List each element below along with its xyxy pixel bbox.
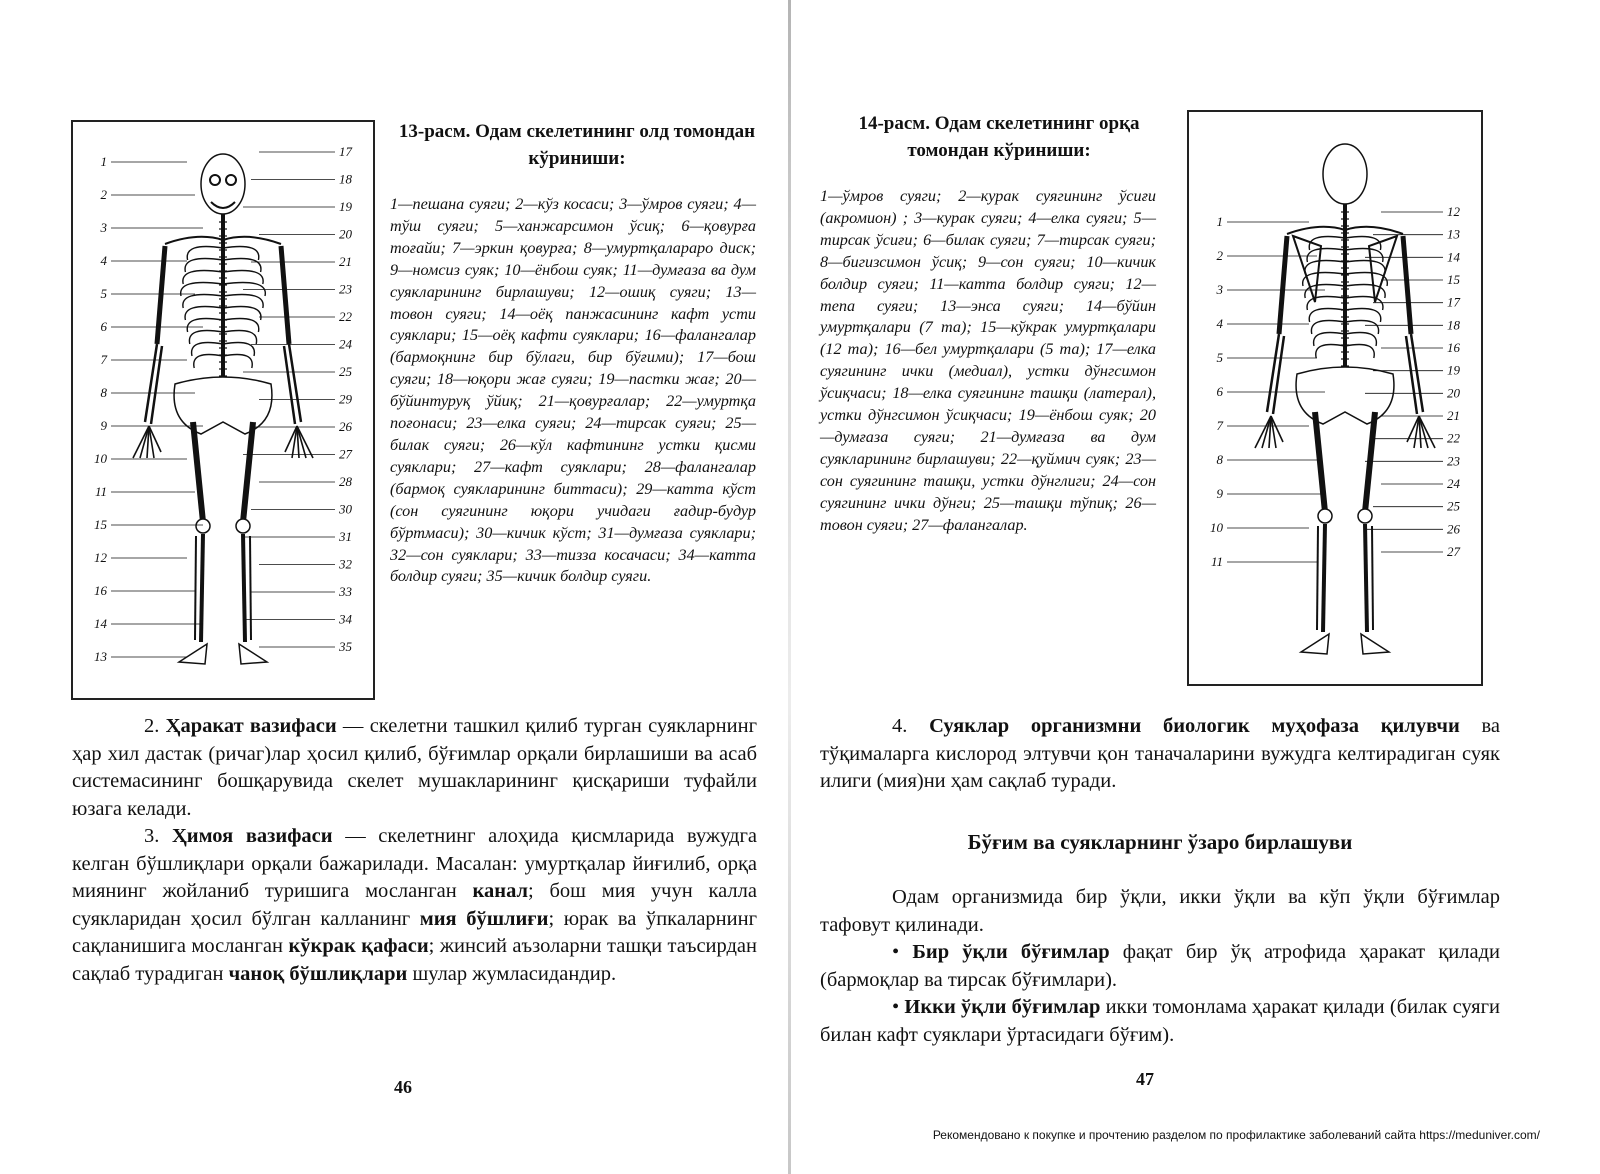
bullet-biaxial: • Икки ўқли бўғимлар икки томонлама ҳаракат қилади (билак суяги билан кафт суяклари ўртасидаги бўғим). [820, 996, 1500, 1046]
skeleton-front-illustration [73, 122, 373, 698]
figure-label: 21 [1447, 408, 1460, 423]
tibia-shape [243, 534, 245, 642]
bullet-biaxial-text: икки томонлама ҳаракат қилади (билак суяги билан кафт суяклари ўртасидаги бўғим). [820, 996, 1500, 1046]
figure-label: 26 [1447, 521, 1460, 537]
skull-shape [201, 154, 245, 214]
rib-shape [194, 355, 223, 369]
figure-label: 17 [1447, 294, 1460, 310]
figure-label: 23 [339, 281, 352, 297]
paragraph-2-term: Ҳаракат вазифаси [165, 715, 337, 737]
paragraph-3-text: ; бош мия учун калла суякларидан ҳосил бўлган калланинг [72, 880, 757, 930]
figure-label: 27 [1447, 544, 1460, 559]
femur-shape [193, 422, 203, 522]
intro-paragraph: Одам организмида бир ўқли, икки ўқли ва кўп ўқли бўғимлар тафовут қилинади. [820, 886, 1500, 936]
figure-label: 1 [100, 154, 107, 169]
knee-shape [1318, 509, 1332, 523]
rib-shape [1316, 345, 1345, 359]
scapula-shape [1369, 236, 1397, 302]
section-heading: Бўғим ва суякларнинг ўзаро бирлашуви [967, 830, 1353, 854]
femur-shape [243, 422, 253, 522]
foot-shape [1361, 634, 1389, 654]
paragraph-4 [820, 713, 1500, 796]
figure-14-frame [1187, 110, 1483, 686]
paragraph-2-text: — скелетни ташкил қилиб турган суякларнинг ҳар хил дастак (ричаг)лар ҳосил қилиб, бўғимлар орқали бирлашиши ва асаб системасининг бошқарувида скелет мушакларининг қисқариши туфайли юзага келади. [72, 715, 757, 820]
figure-label: 20 [1447, 385, 1460, 401]
figure-14-legend: 1—ўмров суяги; 2—курак суягининг ўсиғи (акромион) ; 3—курак суяги; 4—елка суяги; 5—тирсак ўсиғи; 6—билак суяги; 7—тирсак суяги; 8—бигизсимон ўсиқ; 9—сон суяги; 10—кичик болдир суяги; 11—катта болдир суяги; 12—тепа суяги; 13—энса суяги; 14—бўйин умуртқалари (7 та); 15—кўкрак умуртқалари (12 та); 16—бел умуртқалари (5 та); 17—елка суягининг ички (медиал), устки дўнгсимон ўсиқчаси; 18—елка суягининг ташқи (латерал), устки дўнгсимон ўсиқчаси; 19—ёнбош суяк; 20—думғаза суяги; 21—думғаза ва дум суякларининг бирлашуви; 22—қуймич суяк; 23—сон суягининг ташқи, устки дўнглиги; 24—сон суягининг ички дўнги; 25—ташқи тўпиқ; 26—товон суяги; 27—фалангалар. [820, 187, 1156, 534]
figure-14-title: 14-расм. Одам скелетининг орқа томондан кўриниши: [858, 113, 1140, 161]
ulna-shape [284, 346, 295, 424]
femur-shape [1365, 412, 1375, 512]
paragraph-4-number: 4. [892, 715, 908, 737]
term-chanoq-bushliqlari: чаноқ бўшлиқлари [228, 962, 408, 985]
paragraph-4-text: ва тўқималарга кислород элтувчи қон таначаларини вужудга келтирадиган суяк илиги (мия)ни ҳам сақлаб туради. [820, 715, 1500, 792]
femur-shape [1315, 412, 1325, 512]
figure-label: 29 [339, 391, 352, 407]
tibia-shape [201, 534, 203, 642]
bullet-uniaxial: • Бир ўқли бўғимлар фақат бир ўқ атрофида ҳаракат қилади (бармоқлар ва тирсак бўғимлари). [820, 941, 1500, 991]
figure-label: 20 [339, 226, 352, 242]
footer-note: Рекомендовано к покупке и прочтению разделом по профилактике заболеваний сайта https://meduniver.com/ [932, 1128, 1540, 1142]
paragraph-3-text: — скелетнинг алоҳида қисмларида вужудга келган бўшлиқлари орқали бажарилади. Масалан: умуртқалар йиғилиб, орқа миянинг жойланиб туришига мосланган [72, 825, 757, 902]
figure-label: 8 [1216, 452, 1223, 467]
figure-label: 27 [339, 446, 352, 462]
figure-label: 2 [100, 187, 107, 202]
figure-label: 19 [1447, 362, 1460, 378]
page-number-47: 47 [1136, 1069, 1154, 1089]
figure-label: 28 [339, 474, 352, 489]
figure-label: 35 [339, 639, 352, 654]
page-number-46: 46 [394, 1077, 412, 1097]
fibula-shape [1372, 526, 1373, 630]
pelvis-shape [1296, 367, 1394, 424]
figure-label: 4 [100, 253, 107, 268]
figure-13-title: 13-расм. Одам скелетининг олд томондан кўриниши: [398, 121, 756, 169]
paragraph-3-term: Ҳимоя вазифаси [171, 825, 333, 847]
bullet-uniaxial-term: Бир ўқли бўғимлар [912, 941, 1110, 963]
radius-shape [145, 344, 157, 422]
paragraph-2-number: 2. [144, 715, 160, 737]
figure-label: 21 [339, 254, 352, 269]
bullet-biaxial-term: Икки ўқли бўғимлар [904, 996, 1101, 1018]
right-page [800, 0, 1600, 1174]
figure-label: 13 [1447, 226, 1460, 242]
ulna-shape [1273, 336, 1284, 414]
term-kukrak-qafasi: кўкрак қафаси [288, 935, 429, 957]
humerus-shape [281, 246, 289, 344]
figure-label: 32 [339, 556, 352, 572]
fibula-shape [1317, 526, 1318, 630]
figure-13-frame [71, 120, 375, 700]
figure-label: 12 [1447, 204, 1460, 219]
paragraph-2 [72, 713, 757, 823]
fibula-shape [195, 536, 196, 640]
figure-label: 4 [1216, 316, 1223, 331]
figure-label: 12 [94, 550, 107, 565]
figure-label: 7 [100, 352, 107, 367]
figure-label: 22 [1447, 430, 1460, 446]
knee-shape [196, 519, 210, 533]
rib-shape [223, 355, 252, 369]
paragraph-3-text: шулар жумласидандир. [407, 962, 617, 985]
figure-label: 14 [1447, 249, 1460, 265]
figure-label: 10 [94, 451, 107, 466]
humerus-shape [1279, 236, 1287, 334]
foot-shape [179, 644, 207, 664]
tibia-shape [1365, 524, 1367, 632]
paragraph-4-term: Суяклар организмни биологик муҳофаза қилувчи [929, 715, 1460, 737]
figure-label: 2 [1216, 248, 1223, 263]
figure-label: 31 [339, 529, 352, 544]
pelvis-shape [174, 377, 272, 434]
humerus-shape [1403, 236, 1411, 334]
foot-shape [1301, 634, 1329, 654]
skull-shape [1323, 144, 1367, 204]
figure-label: 5 [100, 286, 107, 301]
radius-shape [1411, 334, 1423, 412]
scapula-shape [1293, 236, 1321, 302]
figure-label: 13 [94, 649, 107, 664]
figure-label: 15 [1447, 272, 1460, 287]
ulna-shape [151, 346, 162, 424]
right-body-top [820, 713, 1500, 796]
figure-label: 11 [1210, 554, 1223, 569]
figure-13-legend: 1—пешана суяги; 2—кўз косаси; 3—ўмров суяги; 4—тўш суяги; 5—ханжарсимон ўсиқ; 6—қовурға тоғайи; 7—эркин қовурға; 8—умуртқалараро диск; 9—номсиз суяк; 10—ёнбош суяк; 11—думғаза ва дум суякларининг бирлашуви; 12—ошиқ суяги; 13—товон суяги; 14—оёқ панжасининг кафт усти суяклари; 15—оёқ кафти суяклари; 16—фалангалар (бармоқнинг бир бўлаги, бир бўғими); 17—бош суяги; 18—юқори жағ суяги; 19—пастки жағ; 20—бўйинтуруқ ўйиқ; 21—қовурғалар; 22—умуртқа поғонаси; 23—елка суяги; 24—тирсак суяги; 25—билак суяги; 26—кўл кафтининг устки қисми суяклари; 27—кафт суяклари; 28—фалангалар (бармоқ суякларининг биттаси); 29—катта кўст (сон суягининг юқори учидаги ғадир-будур бўртмаси); 30—кичик кўст; 31—думғаза суяклари; 32—сон суяклари; 33—тизза косачаси; 34—катта болдир суяги; 35—кичик болдир суяги. [390, 195, 756, 586]
figure-label: 25 [1447, 498, 1460, 514]
radius-shape [1267, 334, 1279, 412]
figure-label: 16 [94, 583, 107, 598]
left-body [72, 713, 757, 988]
radius-shape [289, 344, 301, 422]
fibula-shape [250, 536, 251, 640]
figure-label: 24 [1447, 476, 1460, 491]
figure-label: 6 [100, 319, 107, 334]
figure-label: 10 [1210, 520, 1223, 535]
figure-label: 24 [339, 336, 352, 352]
figure-label: 8 [100, 385, 107, 400]
figure-label: 22 [339, 309, 352, 324]
figure-label: 23 [1447, 453, 1460, 469]
paragraph-3-text: ; юрак ва ўпкаларнинг сақланишига мосланган [72, 907, 757, 957]
bullet-uniaxial-text: фақат бир ўқ атрофида ҳаракат қилади (бармоқлар ва тирсак бўғимлари). [820, 941, 1500, 991]
tibia-shape [1323, 524, 1325, 632]
figure-label: 34 [339, 611, 352, 627]
paragraph-3 [72, 823, 757, 988]
figure-label: 6 [1216, 384, 1223, 399]
right-body-bottom [820, 884, 1500, 1049]
figure-label: 18 [1447, 317, 1460, 333]
figure-label: 11 [94, 484, 107, 499]
figure-label: 3 [100, 220, 107, 235]
paragraph-3-text: ; жинсий аъзоларни ташқи таъсирдан сақлаб турадиган [72, 935, 757, 985]
figure-label: 3 [1216, 282, 1223, 297]
figure-label: 25 [339, 364, 352, 379]
skeleton-back-illustration [1189, 112, 1481, 684]
figure-label: 18 [339, 171, 352, 187]
figure-label: 26 [339, 419, 352, 434]
rib-shape [1345, 345, 1374, 359]
figure-label: 15 [94, 517, 107, 532]
figure-label: 5 [1216, 350, 1223, 365]
figure-label: 9 [1216, 486, 1223, 501]
figure-label: 30 [339, 501, 352, 517]
term-miya-bushligi: мия бўшлиғи [419, 907, 549, 930]
knee-shape [236, 519, 250, 533]
figure-label: 9 [100, 418, 107, 433]
paragraph-3-number: 3. [144, 825, 160, 847]
figure-label: 14 [94, 616, 107, 631]
figure-label: 16 [1447, 340, 1460, 355]
figure-label: 33 [339, 584, 352, 599]
term-kanal: канал [472, 880, 528, 902]
figure-label: 7 [1216, 418, 1223, 433]
figure-label: 1 [1216, 214, 1223, 229]
knee-shape [1358, 509, 1372, 523]
figure-label: 17 [339, 144, 352, 159]
figure-label: 19 [339, 199, 352, 214]
